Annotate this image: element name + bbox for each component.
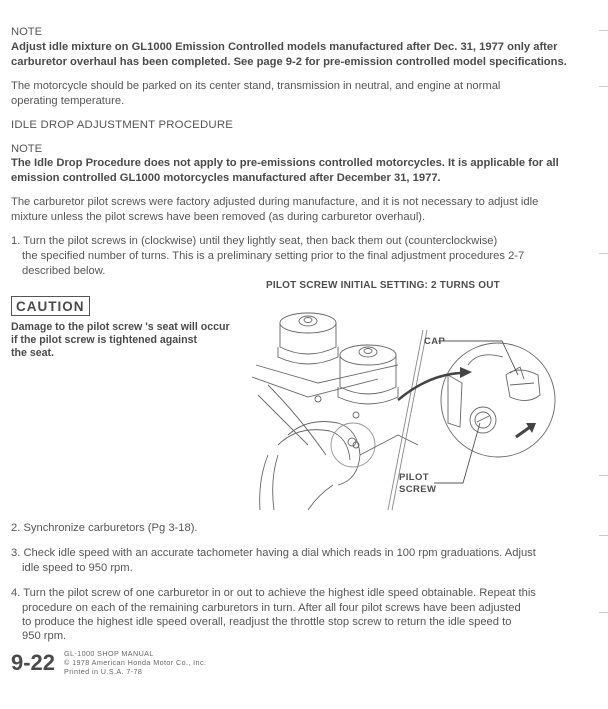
- caution-line: the seat.: [11, 347, 54, 359]
- step-1-line: described below.: [22, 265, 106, 277]
- step-3-line: 3. Check idle speed with an accurate tachometer having a dial which reads in 100 rpm graduations. Adjust: [11, 547, 536, 559]
- arrow-head-icon: [460, 367, 472, 378]
- direction-arrow: [516, 427, 530, 437]
- pilot-label: PILOT: [399, 472, 429, 483]
- paragraph-line: mixture unless the pilot screws have been removed (as during carburetor overhaul).: [11, 211, 426, 223]
- page-number: 9-22: [11, 650, 56, 675]
- intro-line: operating temperature.: [11, 95, 125, 107]
- carburetor-illustration: [248, 305, 578, 510]
- step-4-line: to produce the highest idle speed overall, readjust the throttle stop screw to return the idle speed to: [22, 616, 512, 628]
- margin-tick: [599, 253, 608, 254]
- margin-tick: [599, 30, 608, 31]
- footer-line: © 1978 American Honda Motor Co., Inc.: [64, 658, 207, 667]
- note-text-line: The Idle Drop Procedure does not apply to pre-emissions controlled motorcycles. It is applicable for all: [11, 157, 559, 169]
- step-4-line: 4. Turn the pilot screw of one carburetor in or out to achieve the highest idle speed obtainable. Repeat this: [11, 587, 536, 599]
- step-2-line: 2. Synchronize carburetors (Pg 3-18).: [11, 522, 198, 534]
- margin-tick: [599, 612, 608, 613]
- note-text-line: emission controlled GL1000 motorcycles manufactured after December 31, 1977.: [11, 172, 441, 184]
- note-text-line: Adjust idle mixture on GL1000 Emission Controlled models manufactured after Dec. 31, 1977 only after: [11, 41, 558, 53]
- intro-line: The motorcycle should be parked on its center stand, transmission in neutral, and engine at normal: [11, 80, 501, 92]
- pilot-screw-leader-line: [434, 423, 480, 483]
- note-text-line: carburetor overhaul has been completed. See page 9-2 for pre-emission controlled model specifications.: [11, 56, 567, 68]
- section-heading: IDLE DROP ADJUSTMENT PROCEDURE: [11, 119, 234, 131]
- note-label: NOTE: [11, 143, 43, 155]
- paragraph-line: The carburetor pilot screws were factory adjusted during manufacture, and it is not necessary to adjust idle: [11, 196, 539, 208]
- step-4-line: 950 rpm.: [22, 630, 67, 642]
- step-3-line: idle speed to 950 rpm.: [22, 562, 133, 574]
- step-1-line: the specified number of turns. This is a preliminary setting prior to the final adjustment procedures 2-7: [22, 250, 525, 262]
- caution-label: CAUTION: [11, 296, 90, 316]
- cap-label: CAP: [424, 336, 446, 347]
- margin-tick: [599, 475, 608, 476]
- margin-tick: [599, 86, 608, 87]
- note-label: NOTE: [11, 26, 43, 38]
- figure-title: PILOT SCREW INITIAL SETTING: 2 TURNS OUT: [266, 280, 500, 291]
- caution-line: Damage to the pilot screw 's seat will occur: [11, 321, 230, 333]
- footer-info: [64, 649, 206, 676]
- margin-tick: [599, 535, 608, 536]
- screw-label: SCREW: [399, 484, 437, 495]
- footer-line: GL-1000 SHOP MANUAL: [64, 649, 154, 658]
- caution-line: if the pilot screw is tightened against: [11, 334, 198, 346]
- footer-line: Printed in U.S.A. 7-78: [64, 667, 143, 676]
- step-4-line: procedure on each of the remaining carburetors in turn. After all four pilot screws have been adjusted: [22, 602, 521, 614]
- step-1-line: 1. Turn the pilot screws in (clockwise) until they lightly seat, then back them out (counterclockwise): [11, 235, 498, 247]
